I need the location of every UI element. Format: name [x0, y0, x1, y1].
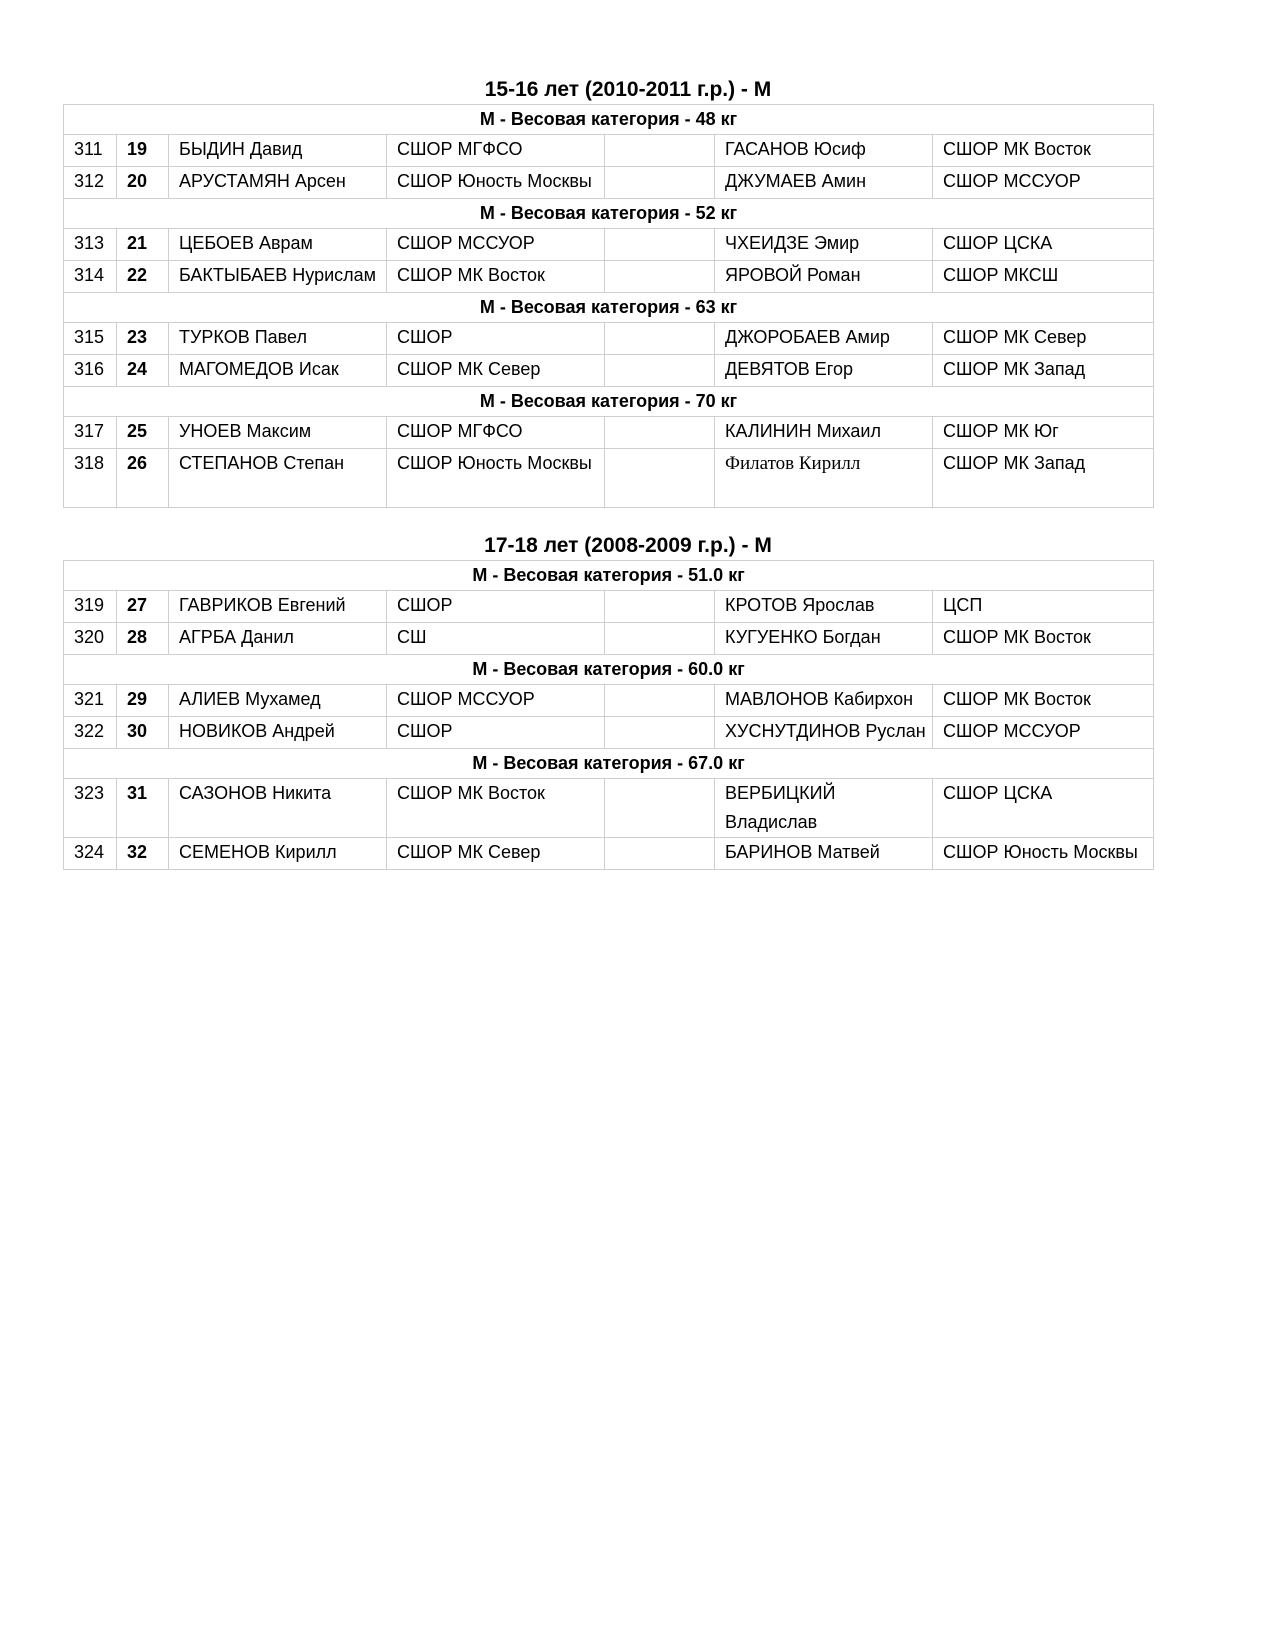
athlete-a-name: АРУСТАМЯН Арсен: [169, 167, 387, 199]
bout-number: 320: [64, 623, 117, 655]
athlete-a-club: СШОР МК Восток: [387, 779, 605, 838]
table-row: [64, 135, 1154, 167]
athlete-a-club: СШОР МК Север: [387, 838, 605, 870]
weight-category-row: [64, 199, 1154, 229]
athlete-b-club: СШОР МК Восток: [933, 623, 1154, 655]
bracket-table: [63, 104, 1154, 508]
pair-number: 26: [117, 449, 169, 508]
table-row: [64, 591, 1154, 623]
age-group-title: 15-16 лет (2010-2011 г.р.) - М: [484, 78, 772, 101]
athlete-a-club: СШОР: [387, 591, 605, 623]
athlete-a-name: НОВИКОВ Андрей: [169, 717, 387, 749]
pair-number: 20: [117, 167, 169, 199]
bout-number: 316: [64, 355, 117, 387]
result-cell: [605, 261, 715, 293]
weight-category-label: М - Весовая категория - 67.0 кг: [64, 749, 1154, 779]
weight-category-label: М - Весовая категория - 48 кг: [64, 105, 1154, 135]
athlete-a-name: БАКТЫБАЕВ Нурислам: [169, 261, 387, 293]
table-row: [64, 838, 1154, 870]
athlete-a-name: ГАВРИКОВ Евгений: [169, 591, 387, 623]
bout-number: 323: [64, 779, 117, 838]
pair-number: 25: [117, 417, 169, 449]
pair-number: 22: [117, 261, 169, 293]
athlete-b-club: ЦСП: [933, 591, 1154, 623]
athlete-a-club: СШОР Юность Москвы: [387, 449, 605, 508]
athlete-a-club: СШОР МК Восток: [387, 261, 605, 293]
athlete-a-name: БЫДИН Давид: [169, 135, 387, 167]
bracket-table: [63, 560, 1154, 870]
weight-category-row: [64, 387, 1154, 417]
athlete-a-name: МАГОМЕДОВ Исак: [169, 355, 387, 387]
bout-number: 314: [64, 261, 117, 293]
table-row: [64, 229, 1154, 261]
weight-category-row: [64, 105, 1154, 135]
athlete-a-club: СШОР МГФСО: [387, 417, 605, 449]
table-row: [64, 323, 1154, 355]
result-cell: [605, 417, 715, 449]
table-row: [64, 623, 1154, 655]
weight-category-row: [64, 749, 1154, 779]
athlete-b-name: Филатов Кирилл: [715, 449, 933, 508]
weight-category-label: М - Весовая категория - 63 кг: [64, 293, 1154, 323]
weight-category-row: [64, 561, 1154, 591]
athlete-a-club: СШОР МК Север: [387, 355, 605, 387]
pair-number: 29: [117, 685, 169, 717]
athlete-b-name: ЯРОВОЙ Роман: [715, 261, 933, 293]
result-cell: [605, 779, 715, 838]
athlete-a-name: АЛИЕВ Мухамед: [169, 685, 387, 717]
weight-category-label: М - Весовая категория - 60.0 кг: [64, 655, 1154, 685]
weight-category-row: [64, 293, 1154, 323]
result-cell: [605, 717, 715, 749]
bout-number: 311: [64, 135, 117, 167]
athlete-a-club: СШОР Юность Москвы: [387, 167, 605, 199]
athlete-b-name: ДЖОРОБАЕВ Амир: [715, 323, 933, 355]
athlete-b-club: СШОР МССУОР: [933, 717, 1154, 749]
result-cell: [605, 355, 715, 387]
athlete-a-club: СШОР МССУОР: [387, 229, 605, 261]
athlete-b-club: СШОР МК Восток: [933, 685, 1154, 717]
weight-category-label: М - Весовая категория - 51.0 кг: [64, 561, 1154, 591]
age-group-title: 17-18 лет (2008-2009 г.р.) - М: [484, 534, 772, 557]
athlete-b-club: СШОР МКСШ: [933, 261, 1154, 293]
athlete-a-name: СТЕПАНОВ Степан: [169, 449, 387, 508]
result-cell: [605, 167, 715, 199]
athlete-b-name: КУГУЕНКО Богдан: [715, 623, 933, 655]
pair-number: 21: [117, 229, 169, 261]
athlete-a-name: СЕМЕНОВ Кирилл: [169, 838, 387, 870]
athlete-a-name: САЗОНОВ Никита: [169, 779, 387, 838]
athlete-a-name: ЦЕБОЕВ Аврам: [169, 229, 387, 261]
age-group-section-17-18: [63, 532, 1153, 870]
weight-category-label: М - Весовая категория - 70 кг: [64, 387, 1154, 417]
weight-category-row: [64, 655, 1154, 685]
table-row: [64, 685, 1154, 717]
table-row: [64, 261, 1154, 293]
athlete-a-club: СШОР: [387, 323, 605, 355]
bout-number: 324: [64, 838, 117, 870]
pair-number: 27: [117, 591, 169, 623]
result-cell: [605, 591, 715, 623]
athlete-b-club: СШОР МК Север: [933, 323, 1154, 355]
athlete-b-name: БАРИНОВ Матвей: [715, 838, 933, 870]
athlete-b-club: СШОР МК Запад: [933, 449, 1154, 508]
pair-number: 30: [117, 717, 169, 749]
athlete-a-club: СШОР МГФСО: [387, 135, 605, 167]
table-row: [64, 779, 1154, 838]
result-cell: [605, 135, 715, 167]
table-row: [64, 355, 1154, 387]
bout-number: 319: [64, 591, 117, 623]
athlete-b-name: МАВЛОНОВ Кабирхон: [715, 685, 933, 717]
athlete-a-club: СШОР: [387, 717, 605, 749]
result-cell: [605, 685, 715, 717]
athlete-b-club: СШОР ЦСКА: [933, 229, 1154, 261]
athlete-b-club: СШОР МК Юг: [933, 417, 1154, 449]
pair-number: 31: [117, 779, 169, 838]
bout-number: 313: [64, 229, 117, 261]
athlete-b-name: ДЖУМАЕВ Амин: [715, 167, 933, 199]
bout-number: 322: [64, 717, 117, 749]
result-cell: [605, 449, 715, 508]
athlete-b-club: СШОР Юность Москвы: [933, 838, 1154, 870]
athlete-a-name: АГРБА Данил: [169, 623, 387, 655]
pair-number: 24: [117, 355, 169, 387]
athlete-b-club: СШОР ЦСКА: [933, 779, 1154, 838]
pair-number: 28: [117, 623, 169, 655]
table-row: [64, 417, 1154, 449]
weight-category-label: М - Весовая категория - 52 кг: [64, 199, 1154, 229]
athlete-b-name: ЧХЕИДЗЕ Эмир: [715, 229, 933, 261]
bout-number: 321: [64, 685, 117, 717]
bout-number: 312: [64, 167, 117, 199]
athlete-b-name: ДЕВЯТОВ Егор: [715, 355, 933, 387]
athlete-b-club: СШОР МК Запад: [933, 355, 1154, 387]
result-cell: [605, 323, 715, 355]
bout-number: 315: [64, 323, 117, 355]
pair-number: 23: [117, 323, 169, 355]
athlete-a-club: СШ: [387, 623, 605, 655]
athlete-b-name: ВЕРБИЦКИЙ Владислав: [715, 779, 933, 838]
athlete-b-name: ХУСНУТДИНОВ Руслан: [715, 717, 933, 749]
athlete-a-name: УНОЕВ Максим: [169, 417, 387, 449]
table-row: [64, 717, 1154, 749]
result-cell: [605, 838, 715, 870]
athlete-a-name: ТУРКОВ Павел: [169, 323, 387, 355]
athlete-b-name: КАЛИНИН Михаил: [715, 417, 933, 449]
result-cell: [605, 229, 715, 261]
athlete-b-name: ГАСАНОВ Юсиф: [715, 135, 933, 167]
athlete-a-club: СШОР МССУОР: [387, 685, 605, 717]
athlete-b-club: СШОР МССУОР: [933, 167, 1154, 199]
pair-number: 32: [117, 838, 169, 870]
athlete-b-name: КРОТОВ Ярослав: [715, 591, 933, 623]
age-group-section-15-16: [63, 76, 1153, 508]
table-row: [64, 449, 1154, 508]
table-row: [64, 167, 1154, 199]
result-cell: [605, 623, 715, 655]
bout-number: 318: [64, 449, 117, 508]
athlete-b-club: СШОР МК Восток: [933, 135, 1154, 167]
pair-number: 19: [117, 135, 169, 167]
bout-number: 317: [64, 417, 117, 449]
